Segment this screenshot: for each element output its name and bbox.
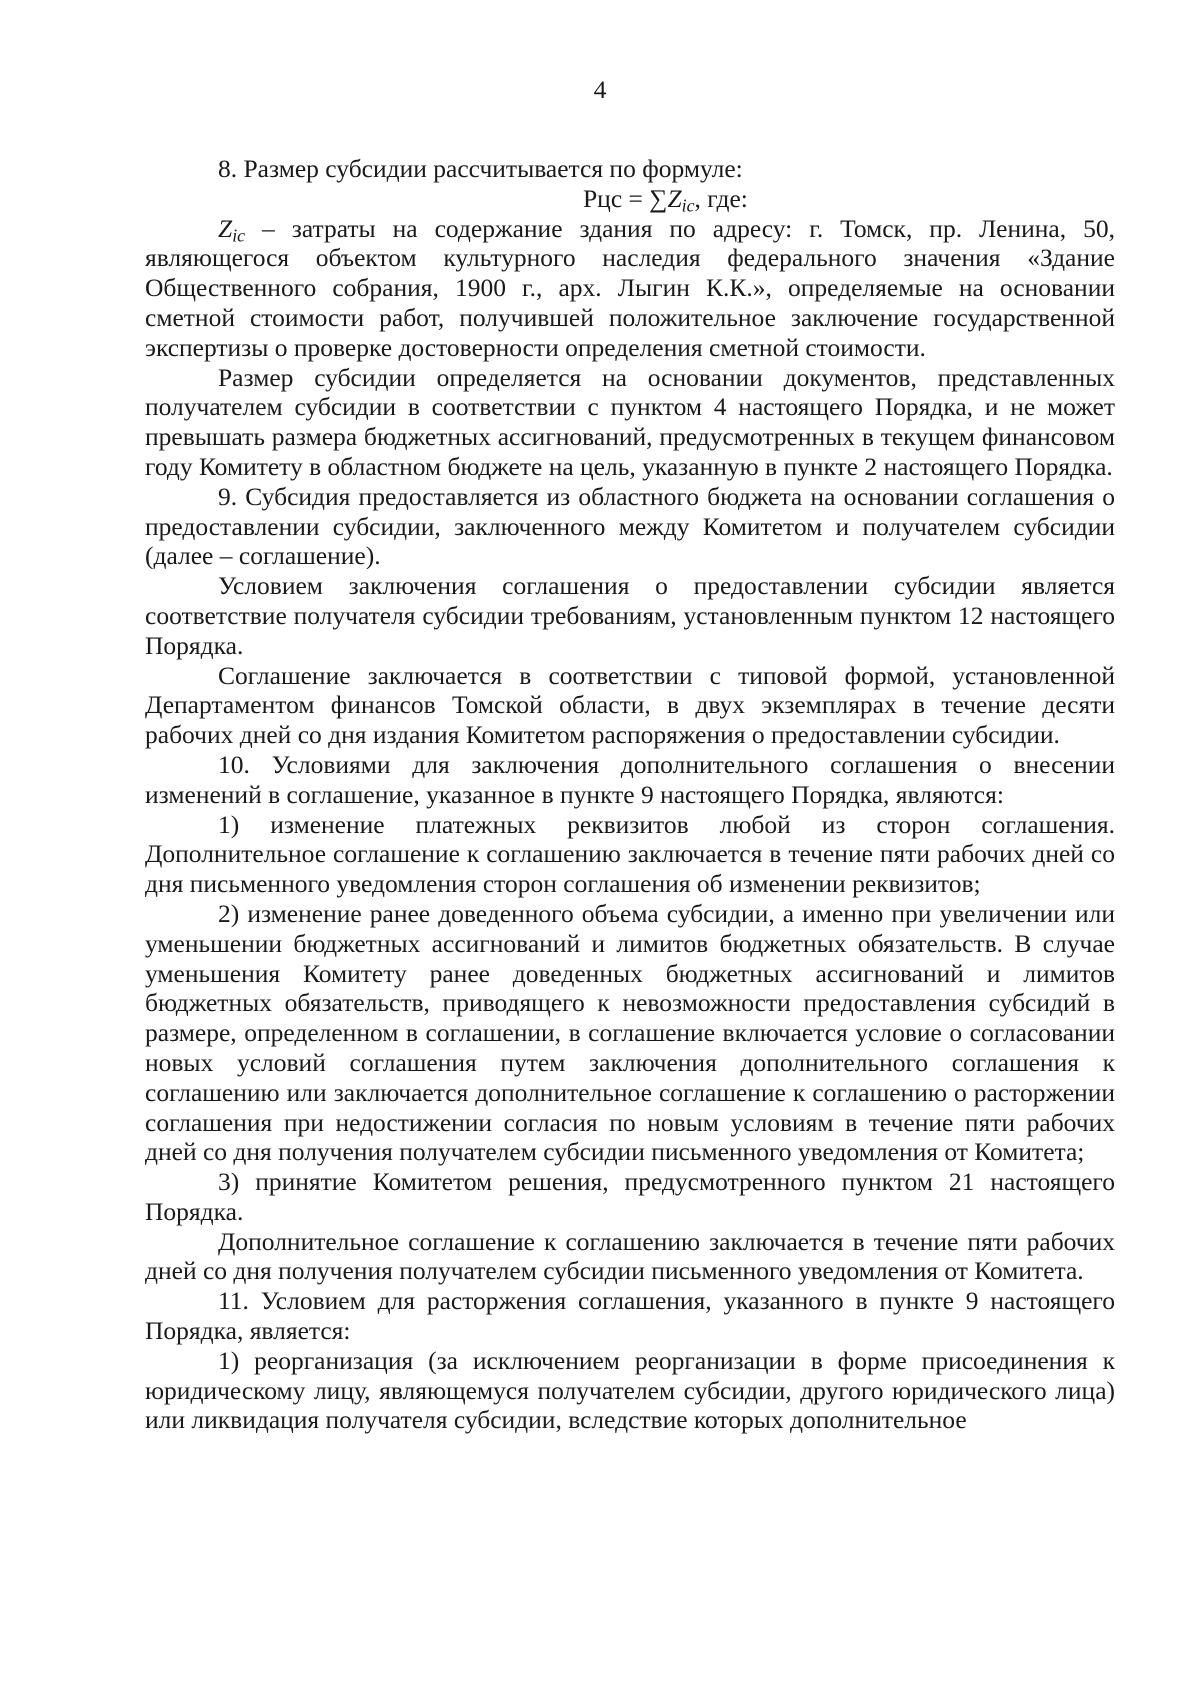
paragraph-11-item-1: 1) реорганизация (за исключением реорганизации в форме присоединения к юридическому лицу, являющемуся получателем субсидии, другого юридического лица) или ликвидация получателя субсидии, вследствие которых дополнительное (145, 1345, 1115, 1435)
formula (145, 184, 1115, 214)
formula-suffix: , где: (694, 183, 748, 213)
paragraph-10: 10. Условиями для заключения дополнительного соглашения о внесении изменений в соглашение, указанное в пункте 9 настоящего Порядка, являются: (145, 749, 1115, 809)
page-number: 4 (593, 75, 607, 104)
paragraph-8-size: Размер субсидии определяется на основании документов, представленных получателем субсидии в соответствии с пунктом 4 настоящего Порядка, и не может превышать размера бюджетных ассигнований, предусмотренных в текущем финансовом году Комитету в областном бюджете на цель, указанную в пункте 2 настоящего Порядка. (145, 362, 1115, 481)
zic-definition (145, 214, 1115, 363)
paragraph-10-item-1: 1) изменение платежных реквизитов любой из сторон соглашения. Дополнительное соглашение к соглашению заключается в течение пяти рабочих дней со дня письменного уведомления сторон соглашения об изменении реквизитов; (145, 809, 1115, 899)
document-body (145, 154, 1115, 1435)
zic-subscript: ic (232, 225, 246, 246)
paragraph-11: 11. Условием для расторжения соглашения, указанного в пункте 9 настоящего Порядка, является: (145, 1286, 1115, 1346)
paragraph-9: 9. Субсидия предоставляется из областного бюджета на основании соглашения о предоставлении субсидии, заключенного между Комитетом и получателем субсидии (далее – соглашение). (145, 481, 1115, 571)
formula-subscript: ic (681, 195, 695, 216)
paragraph-10-item-3: 3) принятие Комитетом решения, предусмотренного пунктом 21 настоящего Порядка. (145, 1167, 1115, 1226)
zic-variable: Z (218, 213, 233, 243)
paragraph-10-item-2: 2) изменение ранее доведенного объема субсидии, а именно при увеличении или уменьшении бюджетных ассигнований и лимитов бюджетных обязательств. В случае уменьшения Комитету ранее доведенных бюджетных ассигнований и лимитов бюджетных обязательств, приводящего к невозможности предоставления субсидий в размере, определенном в соглашении, в соглашение включается условие о согласовании новых условий соглашения путем заключения дополнительного соглашения к соглашению или заключается дополнительное соглашение к соглашению о расторжении соглашения при недостижении согласия по новым условиям в течение пяти рабочих дней со дня получения получателем субсидии письменного уведомления от Комитета; (145, 898, 1115, 1167)
formula-lhs: Рцс = ∑ (583, 183, 668, 213)
paragraph-9-condition: Условием заключения соглашения о предоставлении субсидии является соответствие получателя субсидии требованиям, установленным пунктом 12 настоящего Порядка. (145, 571, 1115, 660)
formula-variable: Z (667, 183, 682, 213)
paragraph-9-form: Соглашение заключается в соответствии с типовой формой, установленной Департаментом финансов Томской области, в двух экземплярах в течение десяти рабочих дней со дня издания Комитетом распоряжения о предоставлении субсидии. (145, 660, 1115, 750)
paragraph-10-additional: Дополнительное соглашение к соглашению заключается в течение пяти рабочих дней со дня получения получателем субсидии письменного уведомления от Комитета. (145, 1226, 1115, 1286)
paragraph-8-intro: 8. Размер субсидии рассчитывается по формуле: (218, 154, 743, 183)
zic-definition-text: – затраты на содержание здания по адресу: г. Томск, пр. Ленина, 50, являющегося объектом культурного наследия федерального значения «Здание Общественного собрания, 1900 г., арх. Лыгин К.К.», определяемые на основании сметной стоимости работ, получившей положительное заключение государственной экспертизы о проверке достоверности определения сметной стоимости. (145, 213, 1115, 362)
